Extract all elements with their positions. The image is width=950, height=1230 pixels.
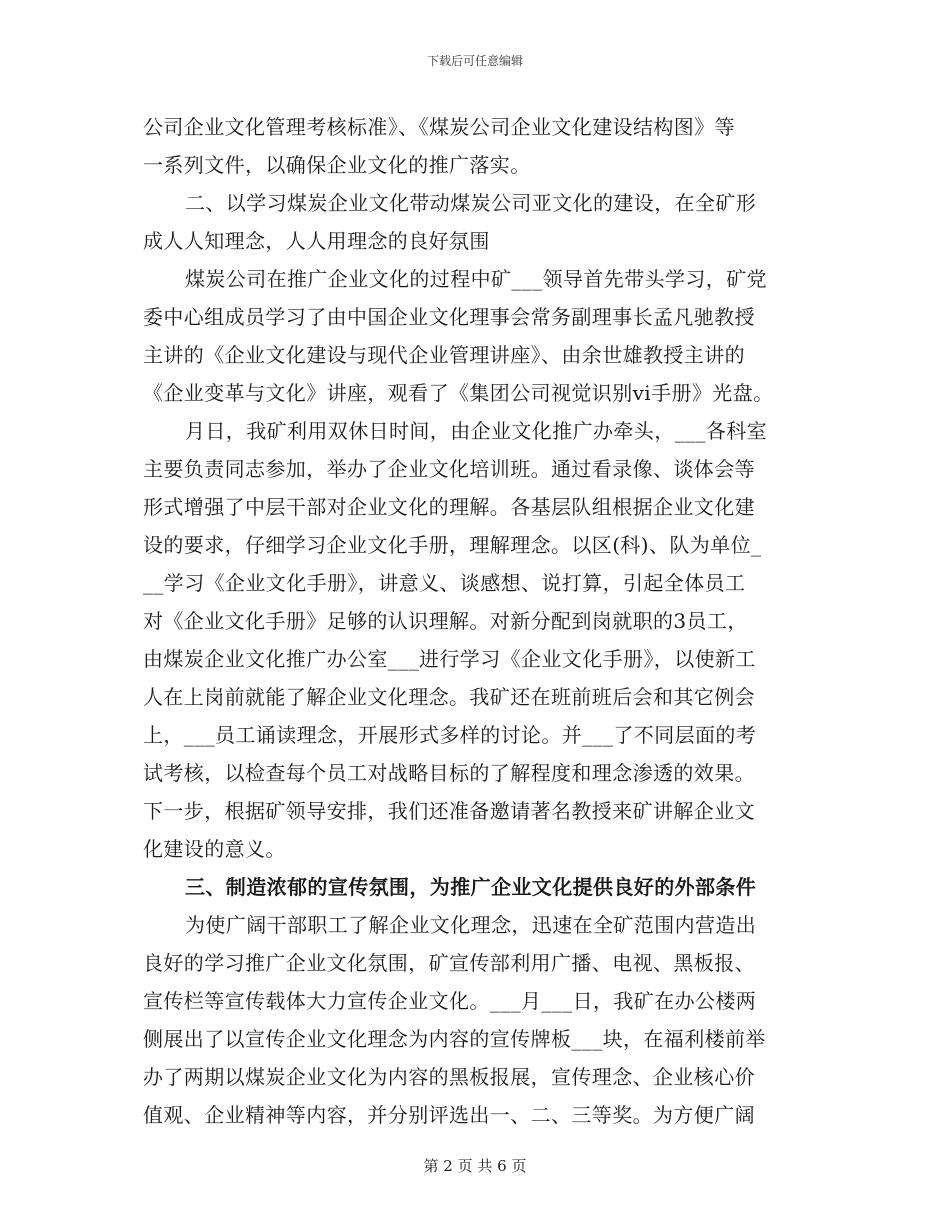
text-line: 主讲的《企业文化建设与现代企业管理讲座》、由余世雄教授主讲的: [143, 343, 745, 367]
text-line: 上，___员工诵读理念，开展形式多样的讨论。并___了不同层面的考: [143, 723, 757, 747]
text-line: 月日，我矿利用双休日时间，由企业文化推广办牵头，___各科室: [185, 419, 767, 443]
text-line: 主要负责同志参加，举办了企业文化培训班。通过看录像、谈体会等: [143, 457, 755, 481]
text-line: 委中心组成员学习了由中国企业文化理事会常务副理事长孟凡驰教授: [143, 305, 755, 329]
text-line: 为使广阔干部职工了解企业文化理念，迅速在全矿范围内营造出: [185, 913, 757, 937]
text-line: 设的要求，仔细学习企业文化手册，理解理念。以区(科)、队为单位_: [143, 533, 762, 557]
text-line: 对《企业文化手册》足够的认识理解。对新分配到岗就职的3员工，: [143, 609, 748, 633]
text-line: 公司企业文化管理考核标准》、《煤炭公司企业文化建设结构图》等: [143, 115, 735, 139]
text-line: 形式增强了中层干部对企业文化的理解。各基层队组根据企业文化建: [143, 495, 755, 519]
text-line: 煤炭公司在推广企业文化的过程中矿___领导首先带头学习，矿党: [185, 267, 767, 291]
text-line: __学习《企业文化手册》，讲意义、谈感想、说打算，引起全体员工: [143, 571, 746, 595]
text-line: 试考核，以检查每个员工对战略目标的了解程度和理念渗透的效果。: [143, 761, 755, 785]
text-line: 宣传栏等宣传载体大力宣传企业文化。___月___日，我矿在办公楼两: [143, 989, 757, 1013]
text-line: 值观、企业精神等内容，并分别评选出一、二、三等奖。为方便广阔: [143, 1103, 755, 1127]
page-number: 第 2 页 共 6 页: [423, 1157, 527, 1175]
text-line: 良好的学习推广企业文化氛围，矿宣传部利用广播、电视、黑板报、: [143, 951, 755, 975]
text-line: 一系列文件，以确保企业文化的推广落实。: [143, 153, 531, 177]
page-header: 下载后可任意编辑: [426, 54, 523, 68]
text-line: 下一步，根据矿领导安排，我们还准备邀请著名教授来矿讲解企业文: [143, 799, 755, 823]
text-line: 《企业变革与文化》讲座，观看了《集团公司视觉识别vi手册》光盘。: [143, 381, 774, 405]
section-heading-2: 二、以学习煤炭企业文化带动煤炭公司亚文化的建设，在全矿形: [185, 191, 757, 215]
text-line: 侧展出了以宣传企业文化理念为内容的宣传牌板___块，在福利楼前举: [143, 1027, 766, 1051]
section-heading-2-cont: 成人人知理念，人人用理念的良好氛围: [143, 229, 490, 253]
document-body: [143, 108, 807, 1134]
text-line: 办了两期以煤炭企业文化为内容的黑板报展，宣传理念、企业核心价: [143, 1065, 755, 1089]
text-line: 由煤炭企业文化推广办公室___进行学习《企业文化手册》，以使新工: [143, 647, 756, 671]
text-line: 人在上岗前就能了解企业文化理念。我矿还在班前班后会和其它例会: [143, 685, 755, 709]
text-line: 化建设的意义。: [143, 837, 286, 861]
section-heading-3: 三、制造浓郁的宣传氛围，为推广企业文化提供良好的外部条件: [185, 875, 757, 899]
